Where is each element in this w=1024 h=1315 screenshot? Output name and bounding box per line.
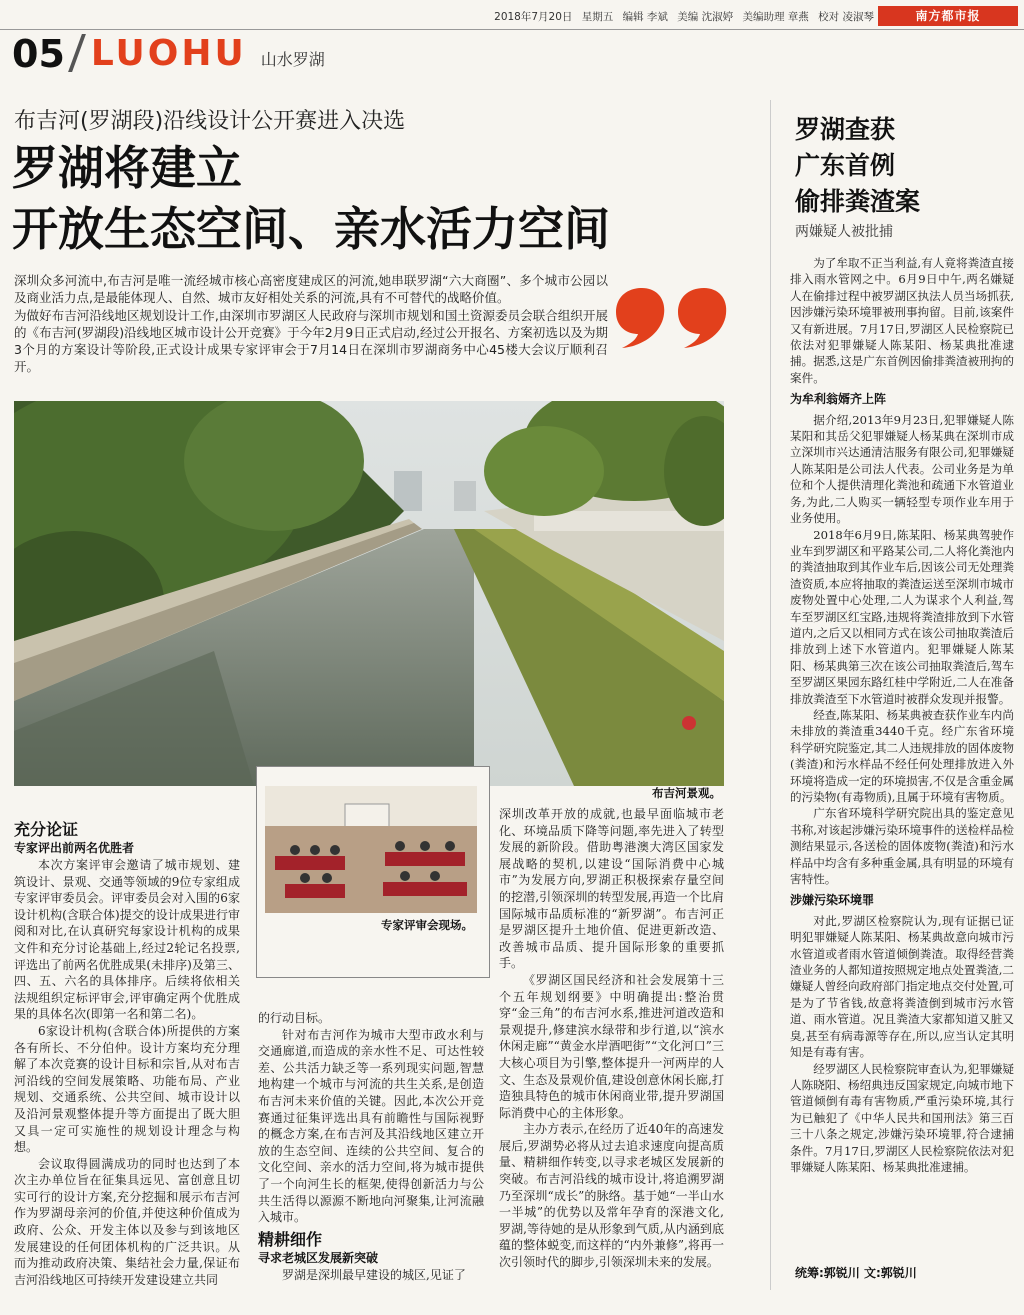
- body-paragraph: 为了牟取不正当利益,有人竟将粪渣直接排入雨水管网之中。6月9日中午,两名嫌疑人在偷排过程中被罗湖区执法人员当场抓获,因涉嫌污染环境罪被刑事拘留。目前,该案件又有新进展。7月17日,罗湖区人民检察院已依法对犯罪嫌疑人陈某阳、杨某典批准逮捕。据悉,这是广东首例因偷排粪渣被刑拘的案件。: [790, 256, 1014, 385]
- body-paragraph: 深圳改革开放的成就,也最早面临城市老化、环境品质下降等问题,率先进入了转型发展的新阶段。借助粤港澳大湾区国家发展战略的契机,以建设“国际消费中心城市”为发展方向,罗湖正积极探索存量空间的挖潜,引领深圳的转型发展,再造一个比肩国际城市品质标准的“新罗湖”。布吉河正是罗湖区提升土地价值、促进更新改造、改善城市品质、提升国际形象的重要抓手。: [499, 807, 724, 971]
- body-paragraph: 2018年6月9日,陈某阳、杨某典驾驶作业车到罗湖区和平路某公司,二人将化粪池内的粪渣抽取到其作业车后,因该公司无处理粪渣资质,本应将抽取的粪渣运送至深圳市城市废物处置中心处理,二人为谋求个人利益,驾车至罗湖区红宝路,违规将粪渣排放到下水管道内,之后又以相同方式在该公司抽取粪渣后排放到上述下水管道内。犯罪嫌疑人陈某阳、杨某典第三次在该公司抽取粪渣后,驾车至罗湖区果园东路红桂中学附近,二人在准备排放粪渣至下水管道时被群众发现并报警。: [790, 527, 1014, 706]
- section-subheading: 寻求老城区发展新突破: [258, 1250, 379, 1265]
- section-subheading: 专家评出前两名优胜者: [14, 841, 135, 855]
- body-paragraph: 主办方表示,在经历了近40年的高速发展后,罗湖势必将从过去追求速度向提高质量、精耕细作转变,以寻求老城区发展新的突破。布吉河沿线的城市设计,将追溯罗湖乃至深圳“成长”的脉络。基于她“一半山水一半城”的优势以及常年孕育的深港文化,罗湖,等待她的是从形象到气质,从内涵到底蕴的整体蜕变,而这样的“内外兼修”,将再一次引领时代的脚步,引领深圳未来的发展。: [499, 1122, 724, 1270]
- body-paragraph: 据介绍,2013年9月23日,犯罪嫌疑人陈某阳和其岳父犯罪嫌疑人杨某典在深圳市成立深圳市兴达通清洁服务有限公司,犯罪嫌疑人陈某阳是公司法人代表。公司业务是为单位和个人提供清理化粪池和疏通下水管道业务,为此,二人购买一辆轻型专项作业车用于业务使用。: [790, 412, 1014, 526]
- headline-line-1: 罗湖将建立: [12, 141, 242, 195]
- sidebar-headline: [795, 112, 920, 220]
- lede-paragraph: 为做好布吉河沿线地区规划设计工作,由深圳市罗湖区人民政府与深圳市规划和国土资源委员会联合组织开展的《布吉河(罗湖段)沿线地区城市设计公开竞赛》于今年2月9日正式启动,经过公开报名、方案初选以及为期3个月的方案设计等阶段,正式设计成果专家评审会于7月14日在深圳市罗湖商务中心45楼大会议厅顺利召开。: [14, 308, 608, 374]
- art-credit: 美编 沈淑婷: [677, 11, 734, 23]
- section-heading: 精耕细作: [258, 1229, 323, 1249]
- masthead-bar: [0, 0, 1024, 30]
- section-header: [12, 32, 325, 74]
- sidebar-section-heading: 为牟利翁婿齐上阵: [790, 392, 887, 407]
- newspaper-logo: 南方都市报: [878, 6, 1018, 26]
- river-landscape-photo: [14, 401, 724, 786]
- body-paragraph: 的行动目标。: [258, 1011, 331, 1025]
- quote-mark-icon: [614, 284, 730, 350]
- issue-date: 2018年7月20日: [494, 11, 573, 23]
- section-name-cn: 山水罗湖: [260, 50, 325, 69]
- article-column-3: [499, 806, 724, 1271]
- sidebar-headline-line: 广东首例: [795, 151, 896, 180]
- body-paragraph: 对此,罗湖区检察院认为,现有证据已证明犯罪嫌疑人陈某阳、杨某典故意向城市污水管道或者雨水管道倾倒粪渣。取得经营粪渣业务的人都知道按照规定地点处置粪渣,二嫌疑人曾经向政府部门指定地点交付处置,可是为了节省钱,故意将粪渣倒到城市污水管道、雨水管道。况且粪渣大家都知道又脏又臭,甚至有病毒源等存在,所以,应当认定其明知是有毒有害。: [790, 913, 1014, 1060]
- lede-paragraph: 深圳众多河流中,布吉河是唯一流经城市核心高密度建成区的河流,她串联罗湖“六大商圈”、多个城市公园以及商业活力点,是最能体现人、自然、城市友好相处关系的河流,具有不可替代的战略价值。: [14, 273, 608, 305]
- photo-caption: 布吉河景观。: [652, 786, 721, 800]
- byline: 统筹:郭锐川 文:郭锐川: [795, 1266, 917, 1280]
- page-meta: [488, 9, 874, 24]
- divider-slash: [68, 34, 86, 72]
- article-column-2: [258, 1010, 484, 1283]
- editor-credit: 编辑 李斌: [622, 11, 668, 23]
- body-paragraph: 经查,陈某阳、杨某典被查获作业车内尚未排放的粪渣重3440千克。经广东省环境科学研究院鉴定,其二人违规排放的固体废物(粪渣)和污水样品不经任何处理排放进入外环境将造成一定的环境损害,不仅是含重金属的污染物(有毒物质),且属于环境有害物质。: [790, 707, 1014, 804]
- art-assist-credit: 美编助理 章燕: [742, 11, 809, 23]
- inset-caption: 专家评审会现场。: [381, 918, 473, 932]
- sidebar-subhead: 两嫌疑人被批捕: [795, 224, 893, 240]
- body-paragraph: 会议取得圆满成功的同时也达到了本次主办单位旨在征集具远见、富创意且切实可行的设计方案,充分挖掘和展示布吉河作为罗湖母亲河的价值,并使这种价值成为政府、公众、开发主体以及参与到该地区发展建设的任何团体机构的广泛共识。从而为推动政府决策、集结社会力量,保证布吉河沿线地区可持续开发建设建立共同: [14, 1156, 240, 1287]
- body-paragraph: 经罗湖区人民检察院审查认为,犯罪嫌疑人陈晓阳、杨绍典违反国家规定,向城市地下管道倾倒有毒有害物质,严重污染环境,其行为已触犯了《中华人民共和国刑法》第三百三十八条之规定,涉嫌污染环境罪,符合逮捕条件。7月17日,罗湖区人民检察院依法对犯罪嫌疑人陈某阳、杨某典批准逮捕。: [790, 1061, 1014, 1174]
- article-column-1: [14, 820, 240, 1288]
- article-kicker: 布吉河(罗湖段)沿线设计公开赛进入决选: [14, 109, 406, 134]
- column-divider: [770, 100, 771, 1290]
- section-heading: 充分论证: [14, 820, 79, 839]
- sidebar-section-heading: 涉嫌污染环境罪: [790, 893, 875, 908]
- sidebar-headline-line: 偷排粪渣案: [795, 187, 921, 216]
- section-name-en: LUOHU: [90, 33, 247, 74]
- page-number: 05: [12, 32, 65, 76]
- body-paragraph: 罗湖是深圳最早建设的城区,见证了: [282, 1267, 466, 1282]
- body-paragraph: 广东省环境科学研究院出具的鉴定意见书称,对该起涉嫌污染环境事件的送检样品检测结果显示,各送检的固体废物(粪渣)和污水样品中均含有多种重金属,具有明显的环境有害特性。: [790, 806, 1014, 887]
- body-paragraph: 本次方案评审会邀请了城市规划、建筑设计、景观、交通等领域的9位专家组成专家评审委员会。评审委员会对入围的6家设计机构(含联合体)提交的设计成果进行审阅和对比,在认真研究每家设计机构的成果文件和充分讨论基础上,经过2轮记名投票,评选出了前两名优胜成果(未排序)及第三、四、五、六名的具体排序。后续将依相关法规组织定标评审会,评审确定两个优胜成果的具体名次(即第一名和第二名)。: [14, 858, 240, 1022]
- issue-weekday: 星期五: [581, 11, 614, 23]
- body-paragraph: 6家设计机构(含联合体)所提供的方案各有所长、不分伯仲。设计方案均充分理解了本次竞赛的设计目标和宗旨,从对布吉河沿线的空间发展策略、功能布局、产业规划、交通系统、公共空间、城市设计以及沿河景观整体提升等方面提出了既大胆又具一定可实施性的规划设计理念与构想。: [14, 1023, 240, 1155]
- meeting-photo: [265, 786, 477, 913]
- sidebar-headline-line: 罗湖查获: [795, 115, 896, 144]
- proof-credit: 校对 凌淑琴: [818, 11, 874, 23]
- inset-photo-box: [256, 766, 490, 978]
- body-paragraph: 《罗湖区国民经济和社会发展第十三个五年规划纲要》中明确提出:整治贯穿“金三角”的布吉河水系,推进河道改造和景观提升,修建滨水绿带和步行道,以“滨水休闲走廊”“黄金水岸酒吧街”“文化河口”三大核心项目为引擎,整体提升一河两岸的人文、生态及景观价值,建设创意休闲长廊,打造独具特色的城市休闲商业带,提升罗湖国际消费中心的主体形象。: [499, 972, 724, 1120]
- headline-line-2: 开放生态空间、亲水活力空间: [12, 202, 610, 256]
- article-lede: [14, 272, 608, 376]
- sidebar-article: [790, 255, 1014, 1175]
- body-paragraph: 针对布吉河作为城市大型市政水利与交通廊道,而造成的亲水性不足、可达性较差、公共活力缺乏等一系列现实问题,智慧地构建一个城市与河流的共生关系,是创造布吉河未来价值的关键。因此,本次公开竞赛通过征集评选出具有前瞻性与国际视野的概念方案,在布吉河及其沿线地区建立开放的生态空间、连续的公共空间、复合的文化空间、亲水的活力空间,将为城市提供了一个向河生长的框架,使得创新活力与公共生活得以源源不断地向河聚集,让河流融入城市。: [258, 1027, 484, 1225]
